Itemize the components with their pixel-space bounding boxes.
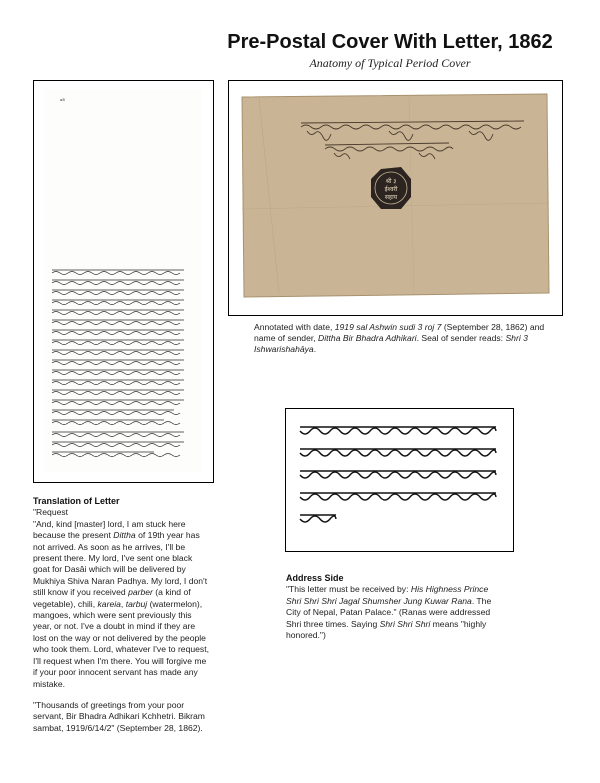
cover-caption-sender: Dittha Bir Bhadra Adhikari [318,333,417,344]
address-line: "This letter must be received by: His Highness Prince [286,584,489,595]
cover-caption-seal: Shri 3 Ishwarishahāya [254,333,528,355]
cover-caption-text: (September 28, 1862) and name of sender, [254,322,545,344]
cover-image [239,91,551,301]
address-line: honored.") [286,630,326,641]
translation-line: "Thousands of greetings from your poor [33,699,185,710]
translation-heading: Translation of Letter [33,496,120,506]
address-side-section [286,573,526,641]
cover-caption-text: . [313,344,317,355]
sender-seal [371,167,411,209]
translation-line: "And, kind [master] lord, I am stuck here [33,518,186,529]
svg-text:ₐ₈: ₐ₈ [60,96,65,103]
translation-section [33,496,223,734]
translation-line: Mukhiya Shiva Naran Padhya. My lord, I don't [33,575,208,586]
translation-line: I'll request when I'm there. You will forgive me [33,655,207,666]
translation-line: "Request [33,507,69,518]
address-side-image [296,417,506,545]
letter-sheet-image [44,89,201,472]
address-side-heading: Address Side [286,573,344,583]
translation-line: sambat, 1919/6/14/2" (September 28, 1862). [33,722,203,733]
translation-line: who took them. Lord, whatever I've to request, [33,644,209,655]
address-side-image-frame [285,408,514,552]
cover-image-frame [228,80,563,316]
translation-line: servant, Bir Bhadra Adhikari Kchhetri. Bikram [33,711,205,722]
page-subtitle: Anatomy of Typical Period Cover [309,56,471,70]
letter-image-frame [33,80,214,483]
page-title: Pre-Postal Cover With Letter, 1862 [227,31,553,53]
address-line: City of Nepal, Patan Palace." (Ranas were addressed [286,607,491,618]
translation-line: present there. My lord, I've sent one black [33,553,193,564]
translation-line: not arrived. As soon as he arrives, I'll be [33,541,186,552]
cover-caption-date: 1919 sal Ashwin sudi 3 roj 7 [334,322,442,332]
cover-caption-text: Annotated with date, [254,322,335,332]
seal-line-2: ईश्वरी [384,186,398,193]
translation-line: still know if you received parber (a kind of [33,587,191,598]
translation-line: year, or not. I've a doubt in mind if they are [33,621,196,632]
translation-line: lost on the way or not delivered by the people [33,632,206,643]
address-line: Shri three times. Saying Shri Shri Shri means "highly [286,618,487,629]
translation-line: if your poor innocent servant has made any [33,667,198,678]
seal-line-1: श्री ३ [385,178,397,185]
translation-line: goat for Dasâi which will be delivered by [33,564,186,575]
translation-line: mangoes, which were sent previously this [33,610,192,621]
cover-caption-text: . Seal of sender reads: [416,333,506,344]
translation-line: because the present Dittha of 19th year has [33,530,200,541]
seal-line-3: सहाय [384,194,398,201]
cover-caption [254,322,564,356]
translation-line: vegetable), chili, kareia, tarbuj (watermelon), [33,598,203,609]
translation-line: mistake. [33,678,65,689]
address-line: Shri Shri Shri Jagal Shumsher Jung Kuwar Rana. The [286,595,492,606]
